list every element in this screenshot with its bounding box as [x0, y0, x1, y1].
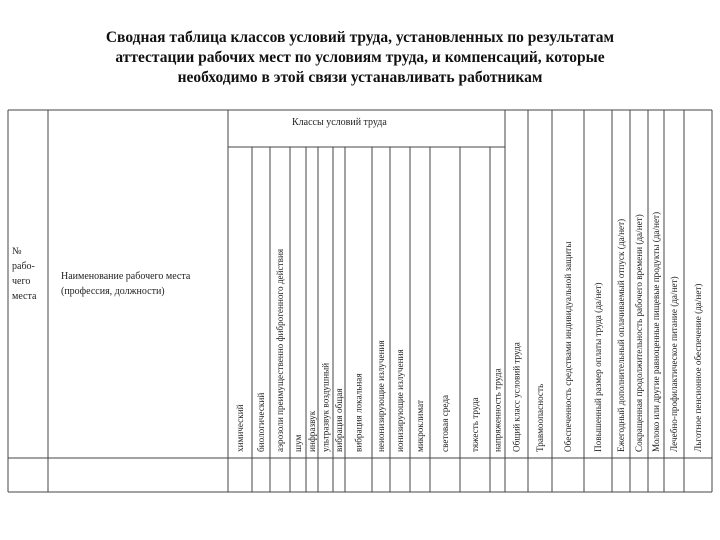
factor-column-header: шум: [293, 434, 303, 452]
col-no-header-line-3: чего: [12, 276, 31, 287]
compensation-column-header: Льготное пенсионное обеспечение (да/нет): [693, 283, 703, 452]
compensation-column-header: Общий класс условий труда: [511, 342, 522, 452]
group-header-classes: Классы условий труда: [292, 117, 387, 128]
factor-column-header: ионизирующие излучения: [395, 349, 405, 452]
factor-column-header: аэрозоли преимущественно фиброгенного действия: [275, 248, 285, 452]
col-name-header-line-1: Наименование рабочего места: [61, 271, 191, 282]
factor-column-header: ультразвук воздушный: [320, 362, 331, 452]
factor-column-header: световая среда: [440, 394, 450, 452]
factor-column-header: вибрация локальная: [353, 373, 364, 452]
factor-column-header: напряженность труда: [492, 368, 503, 452]
compensation-column-header: Лечебно-профилактическое питание (да/нет): [669, 276, 679, 452]
title-line-3: необходимо в этой связи устанавливать работникам: [177, 69, 543, 86]
compensation-column-header: Повышенный размер оплаты труда (да/нет): [593, 282, 603, 452]
col-no-header-line-4: места: [12, 291, 37, 302]
factor-column-header: химический: [235, 404, 245, 452]
compensation-column-header: Сокращенная продолжительность рабочего времени (да/нет): [634, 214, 644, 452]
factor-column-header: биологический: [256, 392, 266, 452]
factor-column-header: неионизирующие излучения: [376, 340, 386, 452]
compensation-column-header: Ежегодный дополнительный оплачиваемый отпуск (да/нет): [616, 218, 626, 452]
col-no-header-line-1: №: [12, 246, 22, 257]
factor-column-header: микроклимат: [415, 400, 425, 452]
compensation-column-header: Обеспеченность средствами индивидуальной защиты: [563, 241, 573, 452]
factor-column-header: вибрация общая: [334, 388, 344, 452]
title-line-2: аттестации рабочих мест по условиям труда, и компенсаций, которые: [115, 49, 605, 66]
compensation-column-header: Молоко или другие равноценные пищевые продукты (да/нет): [651, 211, 661, 452]
factor-column-header: тяжесть труда: [470, 397, 480, 452]
col-name-header-line-2: (профессия, должности): [61, 286, 165, 297]
col-no-header-line-2: рабо-: [12, 261, 35, 272]
title-line-1: Сводная таблица классов условий труда, установленных по результатам: [105, 29, 615, 46]
factor-column-header: инфразвук: [307, 410, 317, 452]
compensation-column-header: Травмоопасность: [535, 383, 545, 452]
